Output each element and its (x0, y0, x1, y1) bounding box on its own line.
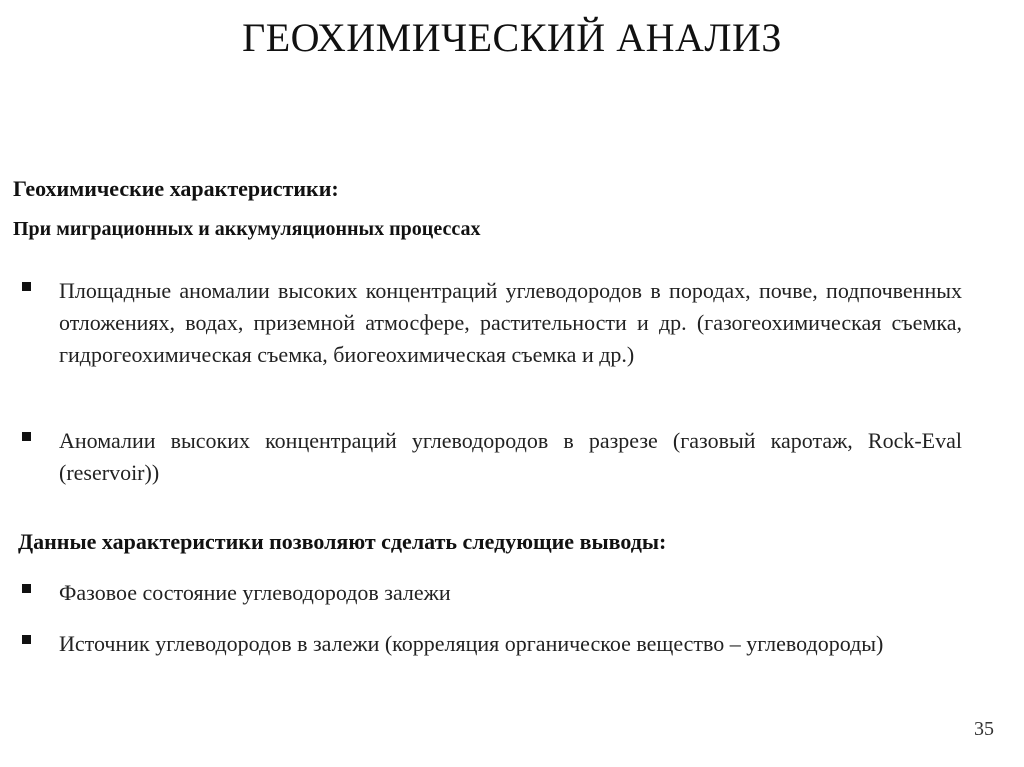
square-bullet-icon (22, 432, 31, 441)
list-item-text: Аномалии высоких концентраций углеводородов в разрезе (газовый каротаж, Rock-Eval (reservoir)) (59, 428, 962, 485)
list-item (22, 628, 962, 660)
list-item-text: Источник углеводородов в залежи (корреляция органическое вещество – углеводороды) (59, 631, 884, 656)
square-bullet-icon (22, 584, 31, 593)
slide-title: ГЕОХИМИЧЕСКИЙ АНАЛИЗ (242, 15, 782, 60)
square-bullet-icon (22, 282, 31, 291)
square-bullet-icon (22, 635, 31, 644)
section-subheading-processes: При миграционных и аккумуляционных процессах (13, 218, 481, 240)
section-heading-conclusions: Данные характеристики позволяют сделать следующие выводы: (18, 529, 667, 554)
list-item (22, 275, 962, 371)
page-number: 35 (974, 718, 994, 740)
list-item-text: Фазовое состояние углеводородов залежи (59, 580, 451, 605)
section-heading-characteristics: Геохимические характеристики: (13, 176, 339, 201)
list-item (22, 425, 962, 489)
list-item-text: Площадные аномалии высоких концентраций углеводородов в породах, почве, подпочвенных отложениях, водах, приземной атмосфере, растительности и др. (газогеохимическая съемка, гидрогеохимическая съемка, биогеохимическая съемка и др.) (59, 278, 962, 367)
list-item (22, 577, 962, 609)
